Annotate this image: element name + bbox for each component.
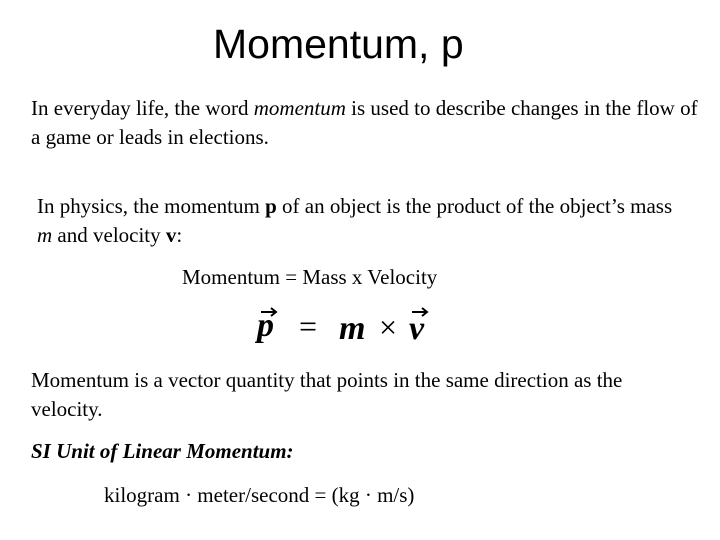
- formula-svg: [255, 303, 435, 351]
- momentum-emphasis: momentum: [253, 96, 346, 120]
- symbol-p: p: [265, 194, 277, 218]
- si-unit-heading: SI Unit of Linear Momentum:: [31, 439, 294, 463]
- symbol-v: v: [165, 223, 177, 247]
- si-unit-value: kilogram · meter/second = (kg · m/s): [104, 483, 415, 507]
- vector-quantity-paragraph: Momentum is a vector quantity that points in the same direction as the velocity.: [31, 368, 623, 421]
- formula-m: m: [339, 310, 366, 347]
- paragraph2-part4: :: [176, 223, 183, 247]
- formula-v: v: [409, 310, 425, 347]
- slide-title: Momentum, p: [213, 21, 464, 67]
- paragraph2-part2: of an object is the product of the object’s mass: [276, 194, 673, 218]
- formula-p: p: [257, 307, 274, 344]
- paragraph1-suffix: is used to describe changes in the flow of a game or leads in elections.: [31, 96, 698, 149]
- word-equation: Momentum = Mass x Velocity: [182, 265, 438, 289]
- paragraph2-part1: In physics, the momentum: [37, 194, 266, 218]
- formula-equals: =: [299, 308, 318, 344]
- everyday-momentum-paragraph: [31, 94, 701, 152]
- symbol-m: m: [37, 223, 53, 247]
- physics-definition-paragraph: [37, 192, 677, 250]
- momentum-formula: [255, 303, 435, 351]
- paragraph2-part3: and velocity: [52, 223, 166, 247]
- paragraph1-prefix: In everyday life, the word: [31, 96, 254, 120]
- formula-times: ×: [379, 309, 398, 345]
